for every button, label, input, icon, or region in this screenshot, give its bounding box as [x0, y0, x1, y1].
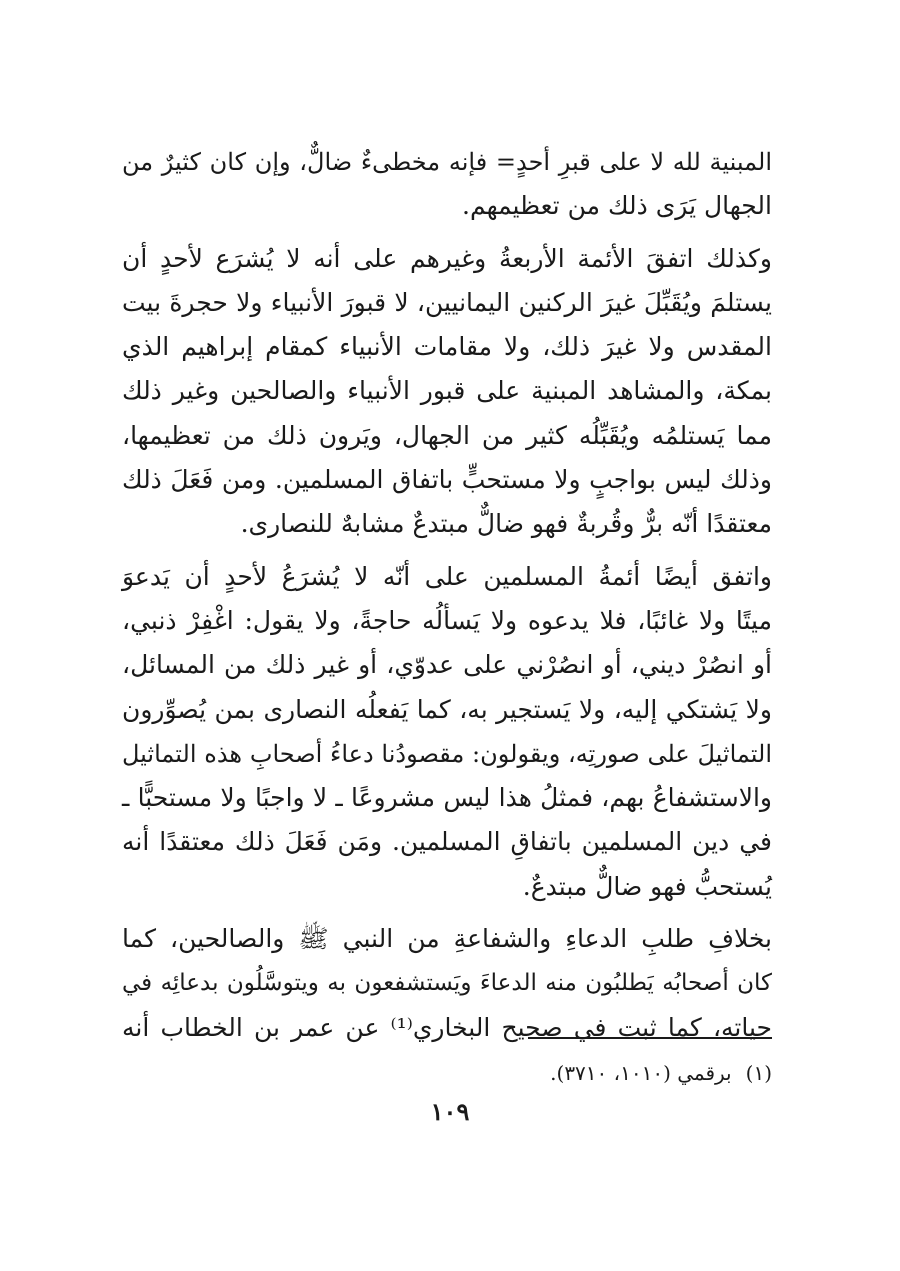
text-line: المقدس ولا غيرَ ذلك، ولا مقامات الأنبياء كمقام إبراهيم الذي — [122, 332, 772, 362]
footnote-divider — [528, 1037, 772, 1039]
paragraph-gap — [122, 547, 772, 555]
text-line: ولا يَشتكي إليه، ولا يَستجير به، كما يَفعلُه النصارى بمن يُصوِّرون — [122, 694, 772, 724]
text-line: التماثيلَ على صورتِه، ويقولون: مقصودُنا دعاءُ أصحابِ هذه التماثيل — [122, 739, 772, 768]
text-line: الجهال يَرَى ذلك من تعظيمهم. — [462, 191, 772, 221]
text-line: حياته، كما ثبت في صحيح البخاري⁽¹⁾ عن عمر بن الخطاب أنه — [122, 1012, 772, 1042]
text-line: والاستشفاعُ بهم، فمثلُ هذا ليس مشروعًا ـ لا واجبًا ولا مستحبًّا ـ — [122, 783, 772, 813]
text-line: يستلمَ ويُقَبِّلَ غيرَ الركنين اليمانيين، لا قبورَ الأنبياء ولا حجرةَ بيت — [122, 287, 772, 317]
page-body — [122, 140, 772, 1050]
text-line: معتقدًا أنّه برٌّ وقُربةٌ فهو ضالٌّ مبتدعٌ مشابهٌ للنصارى. — [240, 509, 772, 539]
text-line: في دين المسلمين باتفاقِ المسلمين. ومَن فَعَلَ ذلك معتقدًا أنه — [122, 827, 772, 857]
paragraph-3 — [122, 555, 772, 909]
text-line: أو انصُرْ ديني، أو انصُرْني على عدوّي، أو غير ذلك من المسائل، — [122, 650, 772, 680]
text-line: وكذلك اتفقَ الأئمة الأربعةُ وغيرهم على أنه لا يُشرَع لأحدٍ أن — [122, 243, 772, 273]
paragraph-gap — [122, 229, 772, 237]
paragraph-2 — [122, 237, 772, 547]
text-line: المبنية لله لا على قبرِ أحدٍ= فإنه مخطىءٌ ضالٌّ، وإن كان كثيرٌ من — [122, 148, 772, 176]
text-line: كان أصحابُه يَطلبُون منه الدعاءَ ويَستشفعون به ويتوسَّلُون بدعائِه في — [122, 970, 772, 997]
paragraph-4 — [122, 917, 772, 1050]
text-line: مما يَستلمُه ويُقَبِّلُه كثير من الجهال، ويَرون ذلك من تعظيمها، — [122, 420, 772, 450]
text-line: بمكة، والمشاهد المبنية على قبور الأنبياء والصالحين وغير ذلك — [122, 376, 772, 406]
text-line: ميتًا ولا غائبًا، فلا يدعوه ولا يَسألُه حاجةً، ولا يقول: اغْفِرْ ذنبي، — [122, 605, 772, 635]
text-line: واتفق أيضًا أئمةُ المسلمين على أنّه لا يُشرَعُ لأحدٍ أن يَدعوَ — [122, 561, 772, 591]
paragraph-1 — [122, 140, 772, 229]
footnote-text: برقمي (١٠١٠، ٣٧١٠). — [550, 1061, 732, 1085]
page-number: ١٠٩ — [430, 1097, 470, 1126]
paragraph-gap — [122, 909, 772, 917]
text-line: يُستحبُّ فهو ضالٌّ مبتدعٌ. — [522, 871, 772, 901]
text-line: وذلك ليس بواجبٍ ولا مستحبٍّ باتفاق المسلمين. ومن فَعَلَ ذلك — [122, 465, 772, 495]
footnote — [550, 1058, 772, 1088]
text-line: بخلافِ طلبِ الدعاءِ والشفاعةِ من النبي ﷺ والصالحين، كما — [122, 924, 772, 954]
footnote-marker: (١) — [745, 1061, 772, 1085]
